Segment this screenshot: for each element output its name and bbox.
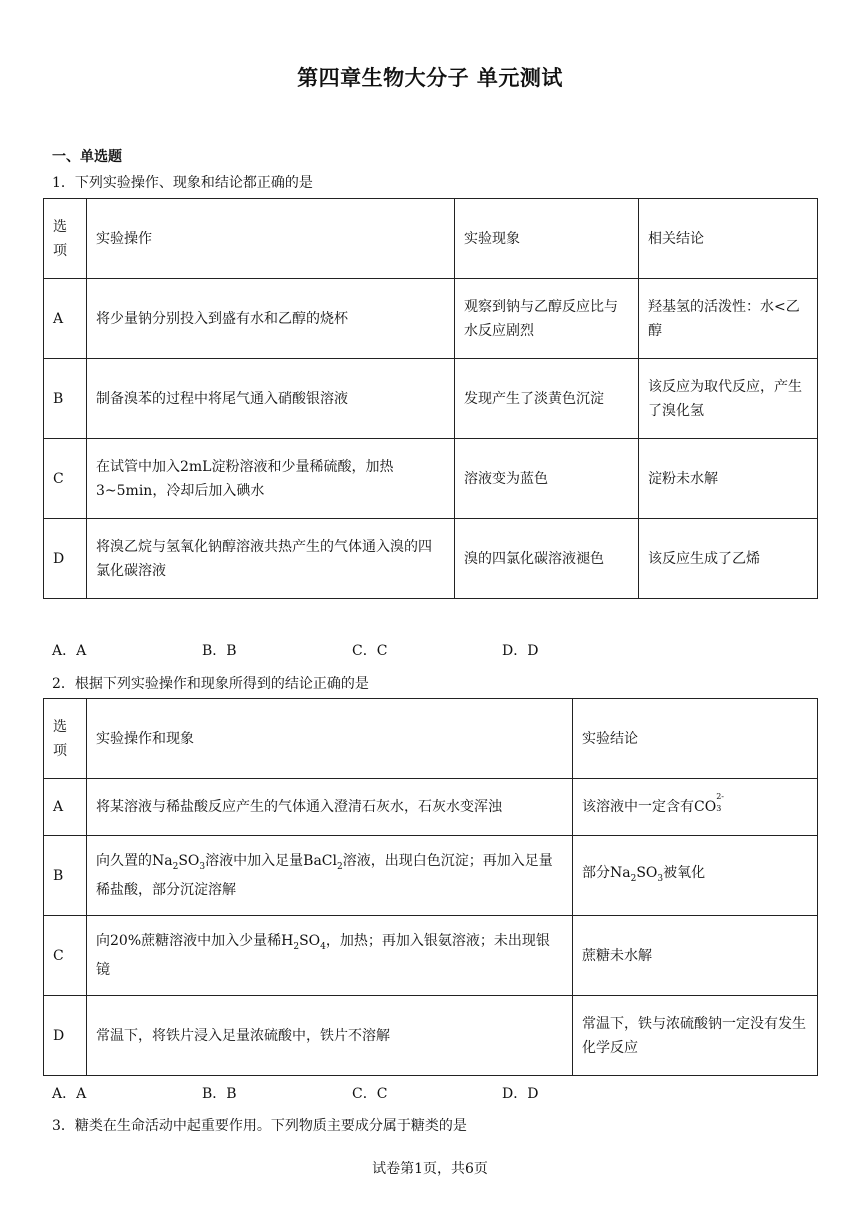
section-heading: 一、单选题	[52, 149, 122, 165]
question-3-stem: 3．糖类在生命活动中起重要作用。下列物质主要成分属于糖类的是	[52, 1118, 467, 1134]
text-part: SO	[178, 852, 200, 869]
choice-d[interactable]: D．D	[502, 643, 539, 659]
phenomenon-cell: 溶液变为蓝色	[455, 439, 639, 519]
conclusion-cell: 淀粉未水解	[639, 439, 818, 519]
page-title: 第四章生物大分子 单元测试	[297, 66, 563, 90]
table-header-row	[44, 699, 818, 779]
conclusion-cell: 羟基氢的活泼性：水<乙醇	[639, 279, 818, 359]
operation-cell: 常温下，将铁片浸入足量浓硫酸中，铁片不溶解	[87, 996, 573, 1076]
subscript: 2	[336, 861, 343, 872]
option-cell: D	[44, 519, 87, 599]
text-part: 向久置的Na	[96, 852, 173, 869]
subscript: 3	[199, 861, 206, 872]
conclusion-cell: 该反应生成了乙烯	[639, 519, 818, 599]
operation-cell: 制备溴苯的过程中将尾气通入硝酸银溶液	[87, 359, 455, 439]
header-cell: 实验操作和现象	[87, 699, 573, 779]
table-row	[44, 996, 818, 1076]
text-part: ，加热；再加入银氨溶液；未出现银镜	[96, 932, 550, 979]
carbonate-ion-script	[716, 792, 738, 813]
option-cell: B	[44, 836, 87, 916]
operation-cell: 在试管中加入2mL淀粉溶液和少量稀硫酸，加热3~5min，冷却后加入碘水	[87, 439, 455, 519]
table-row	[44, 916, 818, 996]
choice-a[interactable]: A．A	[52, 1086, 87, 1102]
header-cell: 实验结论	[573, 699, 818, 779]
ion-charge: 2-	[716, 792, 724, 801]
conclusion-cell	[573, 779, 818, 836]
operation-cell: 将少量钠分别投入到盛有水和乙醇的烧杯	[87, 279, 455, 359]
conclusion-cell: 常温下，铁与浓硫酸钠一定没有发生化学反应	[573, 996, 818, 1076]
choice-d[interactable]: D．D	[502, 1086, 539, 1102]
option-cell: D	[44, 996, 87, 1076]
text-part: SO	[636, 864, 658, 881]
text-part: 溶液中加入足量BaCl	[205, 852, 337, 869]
header-cell: 选项	[44, 199, 87, 279]
header-cell: 选项	[44, 699, 87, 779]
table-row	[44, 439, 818, 519]
question-2-table	[43, 698, 818, 1076]
choice-c[interactable]: C．C	[352, 1086, 388, 1102]
question-1-table	[43, 198, 818, 599]
text-part: 向20%蔗糖溶液中加入少量稀H	[96, 932, 294, 949]
subscript: 4	[320, 941, 326, 952]
subscript: 2	[630, 873, 637, 884]
table-row	[44, 779, 818, 836]
question-2-stem: 2．根据下列实验操作和现象所得到的结论正确的是	[52, 676, 369, 692]
page-footer: 试卷第1页，共6页	[372, 1161, 488, 1177]
operation-cell	[87, 836, 573, 916]
subscript: 2	[172, 861, 179, 872]
table-row	[44, 836, 818, 916]
conclusion-cell	[573, 836, 818, 916]
ion-subscript: 3	[716, 804, 722, 813]
conclusion-cell: 该反应为取代反应，产生了溴化氢	[639, 359, 818, 439]
option-cell: C	[44, 439, 87, 519]
operation-cell	[87, 916, 573, 996]
text-part: 溶液，出现白色沉淀；再加入足量稀盐酸，部分沉淀溶解	[96, 852, 553, 899]
phenomenon-cell: 溴的四氯化碳溶液褪色	[455, 519, 639, 599]
header-cell: 实验现象	[455, 199, 639, 279]
option-cell: A	[44, 779, 87, 836]
operation-cell: 将某溶液与稀盐酸反应产生的气体通入澄清石灰水，石灰水变浑浊	[87, 779, 573, 836]
subscript: 3	[657, 873, 664, 884]
header-cell: 相关结论	[639, 199, 818, 279]
text-part: 部分Na	[582, 864, 631, 881]
phenomenon-cell: 发现产生了淡黄色沉淀	[455, 359, 639, 439]
header-cell: 实验操作	[87, 199, 455, 279]
option-cell: A	[44, 279, 87, 359]
table-row	[44, 519, 818, 599]
subscript: 2	[293, 941, 300, 952]
table-row	[44, 279, 818, 359]
text-part: 被氧化	[663, 864, 706, 881]
table-row	[44, 359, 818, 439]
choice-b[interactable]: B．B	[202, 1086, 237, 1102]
option-cell: B	[44, 359, 87, 439]
choice-c[interactable]: C．C	[352, 643, 388, 659]
conclusion-text: 该溶液中一定含有CO	[582, 799, 717, 815]
conclusion-cell: 蔗糖未水解	[573, 916, 818, 996]
text-part: SO	[299, 932, 321, 949]
choice-a[interactable]: A．A	[52, 643, 87, 659]
operation-cell: 将溴乙烷与氢氧化钠醇溶液共热产生的气体通入溴的四氯化碳溶液	[87, 519, 455, 599]
phenomenon-cell: 观察到钠与乙醇反应比与水反应剧烈	[455, 279, 639, 359]
choice-b[interactable]: B．B	[202, 643, 237, 659]
table-header-row	[44, 199, 818, 279]
question-1-stem: 1．下列实验操作、现象和结论都正确的是	[52, 175, 313, 191]
option-cell: C	[44, 916, 87, 996]
